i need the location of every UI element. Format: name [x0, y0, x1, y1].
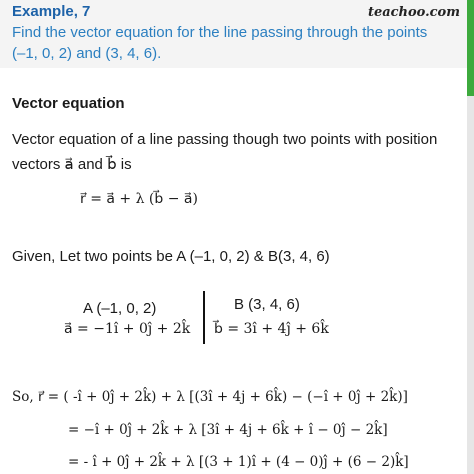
intro-line-2: vectors a⃗ and b⃗ is — [12, 156, 132, 173]
solution-line-1: So, r⃗ = ( -î + 0ĵ + 2k̂) + λ [(3î + 4j + 6k̂) − (−î + 0ĵ + 2k̂)] — [12, 389, 408, 405]
divider — [203, 291, 205, 344]
point-a-label: A (–1, 0, 2) — [83, 300, 157, 317]
question-line-2: (–1, 0, 2) and (3, 4, 6). — [12, 45, 162, 62]
solution-line-3: = - î + 0ĵ + 2k̂ + λ [(3 + 1)î + (4 − 0)ĵ + (6 − 2)k̂] — [68, 454, 409, 470]
scrollbar-thumb[interactable] — [467, 0, 474, 96]
vector-formula: r⃗ = a⃗ + λ (b⃗ − a⃗) — [80, 191, 198, 207]
question-text — [12, 22, 452, 64]
given-text: Given, Let two points be A (–1, 0, 2) & B(3, 4, 6) — [12, 248, 330, 265]
point-b-label: B (3, 4, 6) — [234, 296, 300, 313]
intro-line-1: Vector equation of a line passing though two points with position — [12, 131, 438, 148]
solution-line-2: = −î + 0ĵ + 2k̂ + λ [3î + 4j + 6k̂ + î − 0ĵ − 2k̂] — [68, 422, 388, 438]
section-heading: Vector equation — [12, 95, 125, 112]
question-line-1: Find the vector equation for the line passing through the points — [12, 24, 428, 41]
example-title: Example, 7 — [12, 3, 91, 20]
point-a-vector: a⃗ = −1î + 0ĵ + 2k̂ — [64, 321, 191, 337]
teachoo-logo: teachoo.com — [367, 5, 460, 20]
point-b-vector: b⃗ = 3î + 4ĵ + 6k̂ — [214, 321, 329, 337]
scrollbar[interactable] — [467, 0, 474, 474]
